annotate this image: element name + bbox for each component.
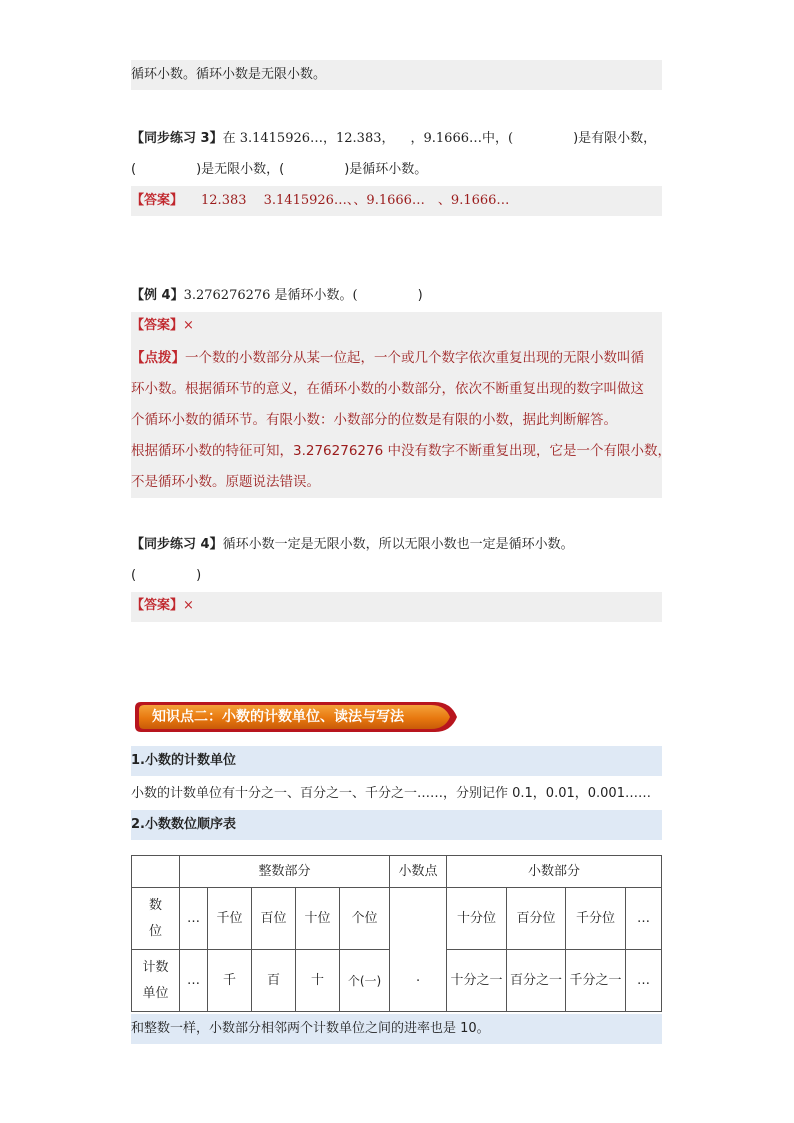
practice3-q2-end: )是循环小数。: [344, 162, 428, 177]
practice3-q1-mid: ，9.1666…中，(: [410, 131, 514, 146]
paren-close: ): [417, 288, 423, 303]
answer-tag: 【答案】: [131, 318, 184, 333]
example4-hint-line2: 环小数。根据循环节的意义，在循环小数的小数部分，依次不断重复出现的数字叫做这: [131, 381, 644, 397]
practice3-q2-mid: )是无限小数，(: [196, 162, 285, 177]
table-cell: 百分之一: [507, 950, 566, 1012]
header-point: 小数点: [390, 856, 447, 888]
table-cell: 千分位: [566, 888, 626, 950]
table-cell: 十分之一: [447, 950, 507, 1012]
paragraph1: 小数的计数单位有十分之一、百分之一、千分之一……，分别记作 0.1，0.01，0.001……: [131, 786, 651, 801]
example4-answer-block: [131, 312, 662, 498]
answer-tag: 【答案】: [131, 598, 184, 613]
practice4-paren: [131, 566, 201, 586]
example4-hint-line1: [131, 348, 644, 368]
practice3-line2: [131, 160, 427, 180]
place-value-table: [131, 855, 662, 1012]
table-cell: 个位: [340, 888, 390, 950]
table-cell: 千: [208, 950, 252, 1012]
practice4-answer: [131, 596, 194, 616]
decimal-point-cell: .: [390, 888, 447, 1012]
footer-text: 和整数一样，小数部分相邻两个计数单位之间的进率也是 10。: [131, 1021, 490, 1036]
hint-tag: 【点拨】: [131, 350, 185, 366]
paren-open: (: [131, 568, 137, 583]
practice3-answer: [131, 191, 509, 211]
table-cell: …: [626, 950, 662, 1012]
paren-open: (: [131, 162, 137, 177]
example4-answer: [131, 316, 194, 336]
table-cell: …: [180, 950, 208, 1012]
practice3-q1-prefix: 在 3.1415926…，12.383，: [222, 131, 395, 146]
practice3-q1-end: )是有限小数，: [573, 131, 657, 146]
table-cell: 个(一): [340, 950, 390, 1012]
answer-mark: ×: [183, 598, 194, 613]
heading1: 1.小数的计数单位: [131, 753, 236, 768]
example4-question-text: 3.276276276 是循环小数。(: [183, 288, 358, 303]
table-cell: 千分之一: [566, 950, 626, 1012]
example4-hint-line5: 不是循环小数。原题说法错误。: [131, 474, 320, 490]
example4-hint-line3: 个循环小数的循环节。有限小数：小数部分的位数是有限的小数，据此判断解答。: [131, 412, 617, 428]
table-cell: 十分位: [447, 888, 507, 950]
header-decimal: 小数部分: [447, 856, 662, 888]
practice3-line1: [131, 129, 656, 149]
practice4-question: [131, 535, 574, 555]
hint-line1: 一个数的小数部分从某一位起，一个或几个数字依次重复出现的无限小数叫循: [185, 350, 644, 366]
answer-text: 12.383 3.1415926…、、9.1666… 、9.1666…: [201, 193, 510, 208]
answer-mark: ×: [183, 318, 194, 333]
table-cell: 百位: [252, 888, 296, 950]
paren-close: ): [196, 568, 202, 583]
table-cell: 百: [252, 950, 296, 1012]
example4-question: [131, 286, 423, 306]
table-cell: …: [626, 888, 662, 950]
table-cell: …: [180, 888, 208, 950]
table-cell: 十位: [296, 888, 340, 950]
row-label-unit: 计数 单位: [132, 950, 180, 1012]
example4-tag: 【例 4】: [131, 288, 184, 303]
top-line-text: 循环小数。循环小数是无限小数。: [131, 67, 327, 82]
section-banner-title: 知识点二：小数的计数单位、读法与写法: [152, 709, 404, 725]
row-label-place: 数 位: [132, 888, 180, 950]
table-corner: [132, 856, 180, 888]
practice4-tag: 【同步练习 4】: [131, 537, 223, 552]
header-integer: 整数部分: [180, 856, 390, 888]
heading2: 2.小数数位顺序表: [131, 817, 236, 832]
answer-tag: 【答案】: [131, 193, 184, 208]
practice4-answer-block: [131, 592, 662, 622]
table-cell: 千位: [208, 888, 252, 950]
practice3-tag: 【同步练习 3】: [131, 131, 223, 146]
example4-hint-line4: 根据循环小数的特征可知，3.276276276 中没有数字不断重复出现，它是一个有限小数，: [131, 443, 671, 459]
table-cell: 十: [296, 950, 340, 1012]
table-cell: 百分位: [507, 888, 566, 950]
practice4-question-text: 循环小数一定是无限小数，所以无限小数也一定是循环小数。: [222, 537, 574, 552]
